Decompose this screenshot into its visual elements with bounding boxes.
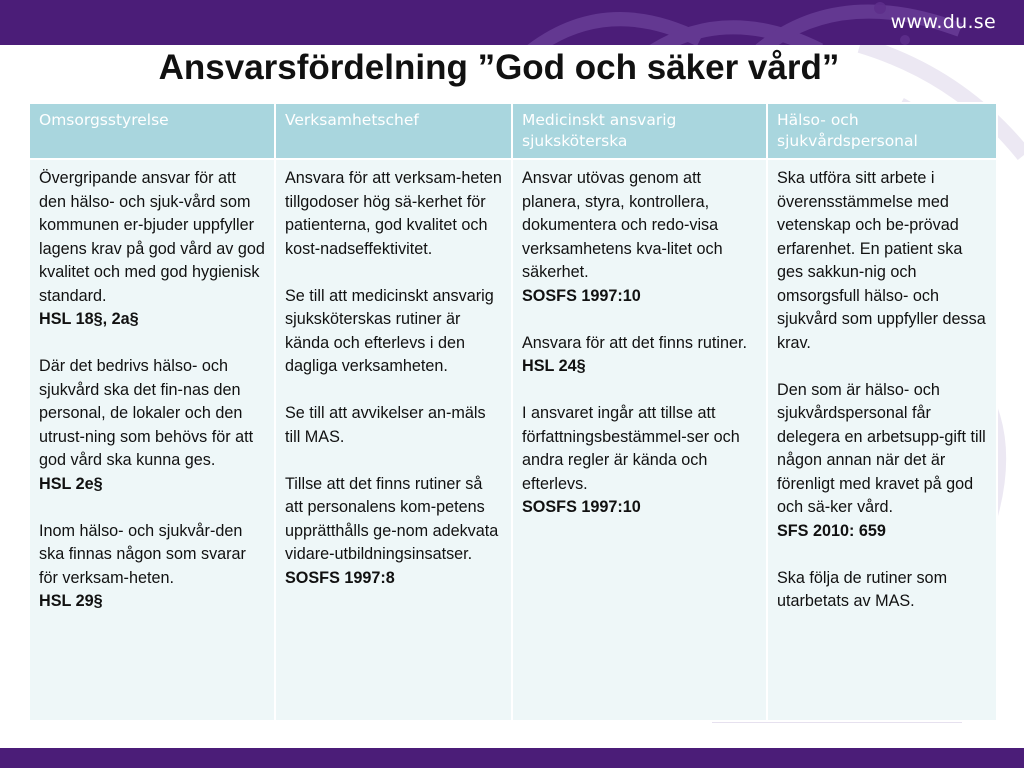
paragraph [285, 402, 502, 449]
paragraph-text: Ansvara för att det finns rutiner. [522, 333, 747, 352]
column-header: Hälso- och sjukvårdspersonal [767, 103, 997, 159]
paragraph [39, 520, 265, 614]
paragraph-text: Inom hälso- och sjukvår-den ska finnas någon som svarar för verksam-heten. [39, 521, 246, 587]
table-cell-personal [767, 159, 997, 721]
paragraph-text: Ska utföra sitt arbete i överensstämmelse med vetenskap och be-prövad erfarenhet. En patient ska ges sakkun-nig och omsorgsfull hälso- och sjukvård som uppfyller dessa krav. [777, 169, 986, 352]
table [28, 102, 998, 722]
paragraph [285, 285, 502, 379]
paragraph-text: Övergripande ansvar för att den hälso- och sjuk-vård som kommunen er-bjuder uppfyller lagens krav på god vård av god kvalitet och med god hygienisk standard. [39, 169, 265, 305]
law-reference: SFS 2010: 659 [777, 521, 886, 540]
top-banner [0, 0, 1024, 45]
paragraph [777, 567, 987, 614]
column-header: Medicinskt ansvarig sjuksköterska [512, 103, 767, 159]
paragraph [39, 167, 265, 332]
paragraph [777, 379, 987, 544]
paragraph-text: Den som är hälso- och sjukvårdspersonal får delegera en arbetsupp-gift till någon annan när det är förenligt med kravet på god och sä-ker vård. [777, 380, 986, 516]
paragraph [522, 402, 757, 520]
law-reference: SOSFS 1997:10 [522, 286, 641, 305]
paragraph [522, 167, 757, 308]
table-cell-omsorgsstyrelse [29, 159, 275, 721]
law-reference: HSL 2e§ [39, 474, 103, 493]
bottom-banner [0, 748, 1024, 768]
paragraph [522, 332, 757, 379]
law-reference: SOSFS 1997:8 [285, 568, 395, 587]
paragraph-text: Se till att medicinskt ansvarig sjuksköterskas rutiner är kända och efterlevs i den dagliga verksamheten. [285, 286, 494, 375]
paragraph-text: Se till att avvikelser an-mäls till MAS. [285, 404, 486, 446]
paragraph [285, 473, 502, 591]
paragraph-text: Tillse att det finns rutiner så att personalens kom-petens upprätthålls ge-nom adekvata vidare-utbildningsinsatser. [285, 474, 499, 563]
law-reference: HSL 29§ [39, 592, 103, 610]
site-url[interactable]: www.du.se [890, 11, 996, 33]
law-reference: HSL 18§, 2a§ [39, 310, 139, 328]
paragraph-text: Där det bedrivs hälso- och sjukvård ska det fin-nas den personal, de lokaler och den utrust-ning som behövs för att god vård ska kunna ges. [39, 357, 254, 469]
table-row [29, 159, 997, 721]
paragraph-text: I ansvaret ingår att tillse att författningsbestämmel-ser och andra regler är kända och efterlevs. [522, 404, 740, 493]
law-reference: SOSFS 1997:10 [522, 498, 641, 516]
paragraph [285, 167, 502, 261]
column-header: Verksamhetschef [275, 103, 512, 159]
paragraph-text: Ansvara för att verksam-heten tillgodoser hög sä-kerhet för patienterna, god kvalitet och kost-nadseffektivitet. [285, 169, 502, 258]
slide-title: Ansvarsfördelning ”God och säker vård” [158, 48, 840, 87]
paragraph-text: Ansvar utövas genom att planera, styra, kontrollera, dokumentera och redo-visa verksamhetens kva-litet och säkerhet. [522, 169, 723, 281]
paragraph [777, 167, 987, 355]
table-cell-mas [512, 159, 767, 721]
banner-pattern-icon [0, 0, 1024, 45]
column-header: Omsorgsstyrelse [29, 103, 275, 159]
paragraph [39, 355, 265, 496]
header-row [29, 103, 997, 159]
responsibility-table [28, 102, 996, 722]
law-reference: HSL 24§ [522, 357, 586, 375]
paragraph-text: Ska följa de rutiner som utarbetats av MAS. [777, 568, 948, 610]
table-cell-verksamhetschef [275, 159, 512, 721]
